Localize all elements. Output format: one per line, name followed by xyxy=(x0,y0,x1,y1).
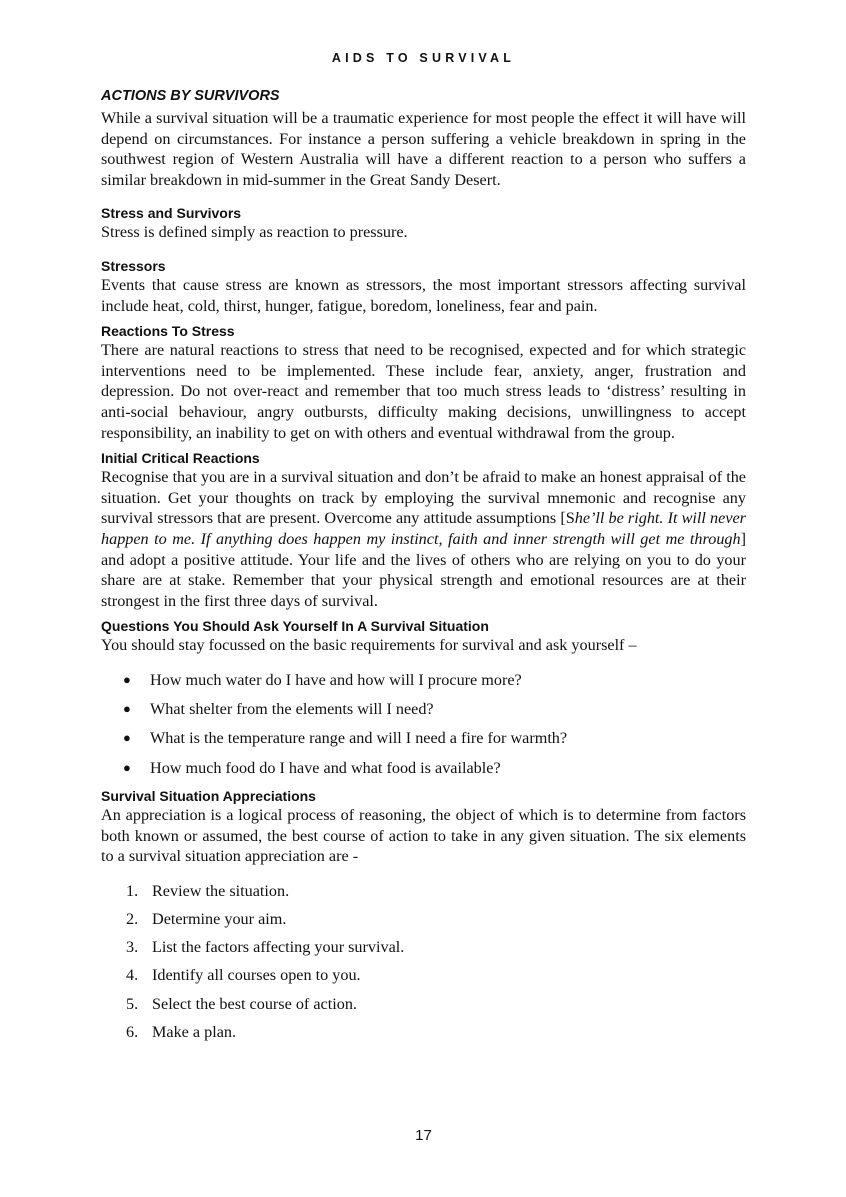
list-item xyxy=(101,670,746,691)
list-item-number: 5. xyxy=(126,994,139,1013)
subsection-heading: Stress and Survivors xyxy=(101,205,242,222)
subsection-body xyxy=(101,467,746,611)
list-item xyxy=(101,965,746,986)
list-item xyxy=(101,728,746,749)
spacer xyxy=(101,243,746,257)
subsection-body: You should stay focussed on the basic requirements for survival and ask yourself – xyxy=(101,636,637,655)
body-text-after: ] and adopt a positive attitude. Your life and the lives of others who are relying on you to do your share are at stake. Remember that your physical strength and emotional resources are at their strongest in the first three days of survival. xyxy=(101,529,746,610)
list-item-number: 2. xyxy=(126,909,139,928)
page-number: 17 xyxy=(415,1127,432,1144)
page-content xyxy=(101,108,746,1050)
list-item xyxy=(101,1022,746,1043)
subsection-stress-and-survivors xyxy=(101,204,746,243)
body-text-before: Recognise that you are in a survival situation and don’t be afraid to make an honest appraisal of the situation. Get your thoughts on track by employing the survival mnemonic and recognise any survival stressors that are present. Overcome any attitude assumptions [S xyxy=(101,468,746,528)
list-item xyxy=(101,881,746,902)
running-header: AIDS TO SURVIVAL xyxy=(331,51,516,65)
spacer xyxy=(101,190,746,204)
subsection-stressors xyxy=(101,257,746,316)
question-list xyxy=(101,670,746,778)
list-item-text: Make a plan. xyxy=(152,1022,237,1041)
subsection-heading: Questions You Should Ask Yourself In A Survival Situation xyxy=(101,618,489,635)
list-item-text: Determine your aim. xyxy=(152,909,287,928)
bullet-icon: ● xyxy=(123,759,131,775)
list-item-text: How much food do I have and what food is available? xyxy=(150,758,501,777)
list-item-number: 6. xyxy=(126,1022,139,1041)
section-title: ACTIONS BY SURVIVORS xyxy=(101,88,280,104)
bullet-icon: ● xyxy=(123,701,131,717)
subsection-initial-critical-reactions xyxy=(101,449,746,611)
list-item-number: 4. xyxy=(126,966,139,985)
list-item-text: Review the situation. xyxy=(152,881,290,900)
list-item-text: Identify all courses open to you. xyxy=(152,966,361,985)
subsection-appreciations xyxy=(101,787,746,1042)
subsection-heading: Survival Situation Appreciations xyxy=(101,788,316,804)
appreciation-steps-list xyxy=(101,881,746,1043)
attitude-assumptions-quote: he’ll be right. It will never happen to me. If anything does happen my instinct, faith and inner strength will get me through xyxy=(101,509,746,548)
list-item-text: How much water do I have and how will I procure more? xyxy=(150,670,522,689)
subsection-heading: Initial Critical Reactions xyxy=(101,450,260,467)
list-item xyxy=(101,699,746,720)
subsection-questions xyxy=(101,617,746,778)
list-item-text: What shelter from the elements will I need? xyxy=(150,700,434,719)
list-item xyxy=(101,937,746,958)
subsection-body: There are natural reactions to stress that need to be recognised, expected and for which strategic interventions need to be implemented. These include fear, anxiety, anger, frustration and depression. Do not over-react and remember that too much stress leads to ‘distress’ resulting in anti-social behaviour, angry outbursts, difficulty making decisions, unwillingness to accept responsibility, an inability to get on with others and eventual withdrawal from the group. xyxy=(101,341,746,442)
list-item-number: 1. xyxy=(126,881,139,900)
bullet-icon: ● xyxy=(123,671,131,687)
subsection-body: Stress is defined simply as reaction to pressure. xyxy=(101,223,408,242)
intro-paragraph: While a survival situation will be a traumatic experience for most people the effect it will have will depend on circumstances. For instance a person suffering a vehicle breakdown in spring in the southwest region of Western Australia will have a different reaction to a person who suffers a similar breakdown in mid-summer in the Great Sandy Desert. xyxy=(101,109,746,189)
bullet-icon: ● xyxy=(123,730,131,746)
list-item xyxy=(101,994,746,1015)
list-item-number: 3. xyxy=(126,938,139,957)
subsection-reactions-to-stress xyxy=(101,322,746,443)
subsection-body: Events that cause stress are known as stressors, the most important stressors affecting survival include heat, cold, thirst, hunger, fatigue, boredom, loneliness, fear and pain. xyxy=(101,275,746,315)
subsection-heading: Reactions To Stress xyxy=(101,323,235,340)
subsection-heading: Stressors xyxy=(101,257,166,274)
list-item-text: What is the temperature range and will I need a fire for warmth? xyxy=(150,729,568,748)
list-item-text: Select the best course of action. xyxy=(152,994,357,1013)
list-item xyxy=(101,909,746,930)
list-item xyxy=(101,758,746,779)
subsection-body: An appreciation is a logical process of reasoning, the object of which is to determine from factors both known or assumed, the best course of action to take in any given situation. The six elements to a survival situation appreciation are - xyxy=(101,806,746,866)
list-item-text: List the factors affecting your survival. xyxy=(152,938,405,957)
